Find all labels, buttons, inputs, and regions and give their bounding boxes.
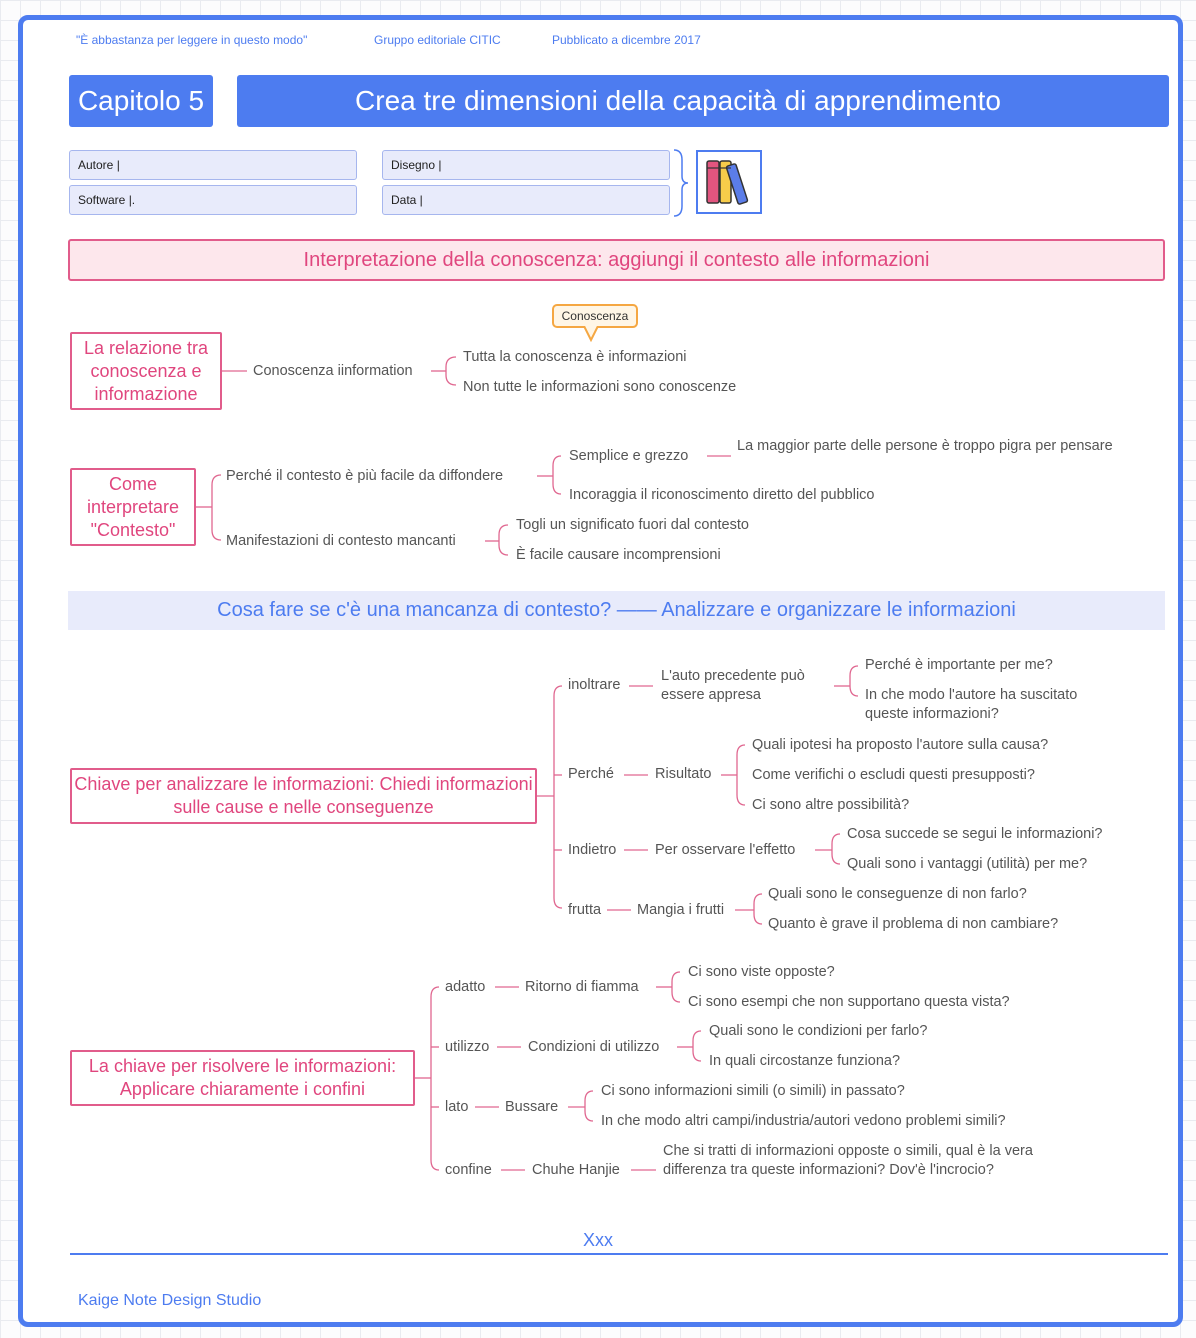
book-title: "È abbastanza per leggere in questo modo" <box>76 33 308 47</box>
solve-b3: lato <box>445 1099 469 1115</box>
author-field[interactable]: Autore | <box>69 150 357 180</box>
analyze-b2-leaf-2: Come verifichi o escludi questi presupposti? <box>752 767 1035 783</box>
knowledge-callout: Conoscenza <box>552 304 638 328</box>
studio-credit: Kaige Note Design Studio <box>78 1292 262 1309</box>
solve-b3-leaf-2: In che modo altri campi/industria/autori vedono problemi simili? <box>601 1113 1006 1129</box>
section-knowledge-banner: Interpretazione della conoscenza: aggiungi il contesto alle informazioni <box>68 239 1165 281</box>
date-field[interactable]: Data | <box>382 185 670 215</box>
solve-node <box>70 1050 415 1106</box>
solve-b3-mid: Bussare <box>505 1099 559 1115</box>
analyze-b1: inoltrare <box>568 677 621 693</box>
solve-b4: confine <box>445 1162 492 1178</box>
solve-b2: utilizzo <box>445 1039 490 1055</box>
solve-b1-leaf-1: Ci sono viste opposte? <box>688 964 835 980</box>
solve-b3-leaf-1: Ci sono informazioni simili (o simili) in passato? <box>601 1083 905 1099</box>
relation-node: La relazione tra conoscenza e informazione <box>70 332 222 410</box>
analyze-b3-mid: Per osservare l'effetto <box>655 842 796 858</box>
analyze-node-text: Chiave per analizzare le informazioni: Chiedi informazioni sulle cause e nelle conseguenze <box>74 774 533 817</box>
solve-node-text: La chiave per risolvere le informazioni: Applicare chiaramente i confini <box>88 1056 397 1099</box>
analyze-b2-leaf-1: Quali ipotesi ha proposto l'autore sulla causa? <box>752 737 1049 753</box>
analyze-b4: frutta <box>568 902 602 918</box>
context-sub-1: Semplice e grezzo <box>569 448 689 464</box>
analyze-b3-leaf-1: Cosa succede se segui le informazioni? <box>847 826 1103 842</box>
analyze-b1-leaf-2: In che modo l'autore ha suscitato queste informazioni? <box>865 687 1078 722</box>
chapter-label: Capitolo 5 <box>69 75 213 127</box>
solve-b2-mid: Condizioni di utilizzo <box>528 1039 660 1055</box>
analyze-b4-leaf-1: Quali sono le conseguenze di non farlo? <box>768 886 1027 902</box>
chapter-title-text: Crea tre dimensioni della capacità di apprendimento <box>355 85 1001 116</box>
analyze-b1-leaf-1: Perché è importante per me? <box>865 657 1053 673</box>
solve-b2-leaf-1: Quali sono le condizioni per farlo? <box>709 1023 928 1039</box>
context-leaf-2: È facile causare incomprensioni <box>516 547 721 563</box>
context-node: Come interpretare "Contesto" <box>70 468 196 546</box>
analyze-b4-leaf-2: Quanto è grave il problema di non cambiare? <box>768 916 1059 932</box>
section-analyze-banner: Cosa fare se c'è una mancanza di contesto? —— Analizzare e organizzare le informazioni <box>68 591 1165 630</box>
footer-title: Xxx <box>582 1230 613 1250</box>
publisher: Gruppo editoriale CITIC <box>374 33 501 47</box>
solve-b4-leaf: Che si tratti di informazioni opposte o simili, qual è la vera differenza tra queste informazioni? Dov'è l'incrocio? <box>663 1143 1033 1178</box>
relation-leaf-1: Tutta la conoscenza è informazioni <box>463 349 687 365</box>
drawing-field[interactable]: Disegno | <box>382 150 670 180</box>
solve-b1-mid: Ritorno di fiamma <box>525 979 639 995</box>
relation-leaf-2: Non tutte le informazioni sono conoscenze <box>463 379 737 395</box>
analyze-b1-mid: L'auto precedente può essere appresa <box>661 668 805 703</box>
publish-date: Pubblicato a dicembre 2017 <box>552 33 701 47</box>
context-branch-2: Manifestazioni di contesto mancanti <box>226 533 456 549</box>
solve-b1-leaf-2: Ci sono esempi che non supportano questa vista? <box>688 994 1010 1010</box>
analyze-b3: Indietro <box>568 842 617 858</box>
software-field[interactable]: Software |. <box>69 185 357 215</box>
solve-b4-mid: Chuhe Hanjie <box>532 1162 620 1178</box>
analyze-b2-mid: Risultato <box>655 766 712 782</box>
context-branch-1: Perché il contesto è più facile da diffondere <box>226 468 504 484</box>
analyze-b2-leaf-3: Ci sono altre possibilità? <box>752 797 910 813</box>
analyze-b3-leaf-2: Quali sono i vantaggi (utilità) per me? <box>847 856 1088 872</box>
solve-b2-leaf-2: In quali circostanze funziona? <box>709 1053 901 1069</box>
analyze-b4-mid: Mangia i frutti <box>637 902 725 918</box>
context-sub-2: Incoraggia il riconoscimento diretto del pubblico <box>569 487 875 503</box>
context-sub-1-leaf: La maggior parte delle persone è troppo pigra per pensare <box>737 438 1113 454</box>
relation-branch: Conoscenza iinformation <box>253 363 413 379</box>
analyze-node <box>70 768 537 824</box>
footer-divider <box>70 1253 1168 1255</box>
context-leaf-1: Togli un significato fuori dal contesto <box>516 517 749 533</box>
analyze-b2: Perché <box>568 766 614 782</box>
solve-b1: adatto <box>445 979 486 995</box>
